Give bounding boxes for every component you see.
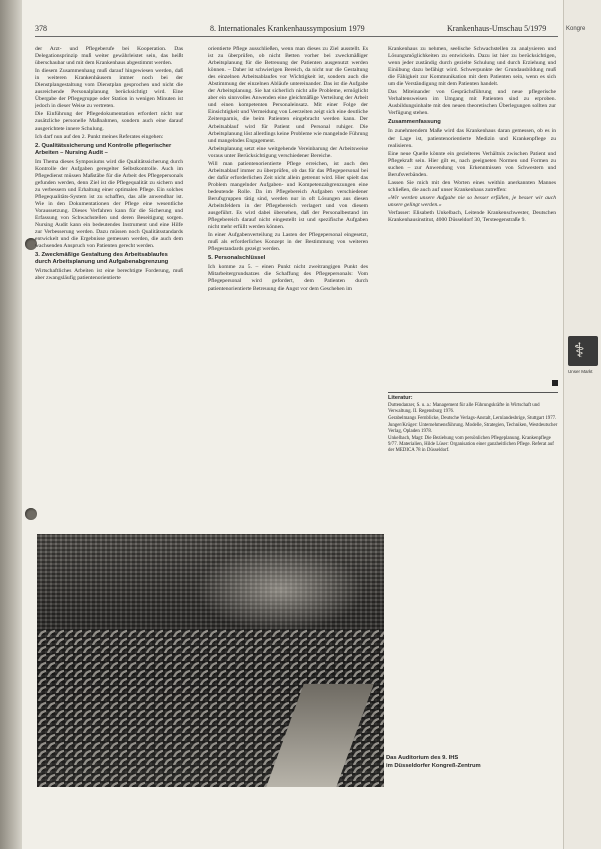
paragraph: Eine neue Quelle könnte ein gezielteres Verhältnis zwischen Patient und Pflegekraft sein. Hier gilt es, nach geeigneten Normen und Formen zu suchen – zur Anwendung von Erkenntnissen von Schwestern und Berufsverbänden. xyxy=(388,150,556,178)
text-column-2 xyxy=(208,46,368,521)
literature-heading: Literatur: xyxy=(388,392,558,401)
journal-issue: Krankenhaus-Umschau 5/1979 xyxy=(447,24,547,33)
auditorium-photo xyxy=(37,534,384,787)
paragraph: In zunehmendem Maße wird das Krankenhaus daran gemessen, ob es in der Lage ist, patientenorientierte Medizin und Krankenpflege zu realisieren. xyxy=(388,128,556,149)
literature-item: Junger/Krüger: Unternehmensführung. Modelle, Strategien, Techniken, Westdeutscher Verlag, Opladen 1978. xyxy=(388,422,558,435)
caption-line: im Düsseldorfer Kongreß-Zentrum xyxy=(386,763,481,769)
caduceus-icon xyxy=(568,336,598,366)
author-note: Verfasser: Elisabeth Unkelbach, Leitende Krankenschwester, Deutschen Krankenhausinstitut, 4000 Düsseldorf 30, Tersteegenstraße 9. xyxy=(388,209,556,224)
paragraph: Das Miteinander von Gesprächsführung und neue pflegerische Verhaltensweisen im Umgang mit Patienten sind zu erproben. Ausbildungsinhalte mit den neuen theoretischen Überlegungen sollten zur Verfügung stehen. xyxy=(388,89,556,117)
paragraph: der Arzt- und Pflegeberufe bei Kooperation. Das Delegationsprinzip muß weiter gewährleistet sein, das heißt überschaubar und mit dem Krankenhaus abgestimmt werden. xyxy=(35,46,183,67)
paragraph: Im Thema dieses Symposiums wird die Qualitätssicherung durch Kontrolle der Aufgaben geregelter Selbstkontrolle. Auch im Pflegedienst müssen Maßstäbe für die Arbeit des Pflegepersonals gefunden werden, denn Ziel ist die Pflegequalität zu sichern und zu verbessern und Erhaltung einer optimalen Pflege. Ein solches Pflegequalitäts-System ist zu schaffen, das alle anwendbar ist. Wie in den Dokumentationen der Pflege eine wesentliche Voraussetzung. Dieses Verfahren kann für die Sicherung und Erfassung von Schwachstellen und deren Beseitigung sorgen. Nursing Audit kann ein bedeutendes Instrument und eine Hilfe zur Verbesserung werden. Dazu müssen noch Qualitätsstandards entwickelt und die Ergebnisse gemessen werden, die auch dem wachsenden Anspruch von Patienten gerecht werden. xyxy=(35,158,183,250)
section-heading: 2. Qualitätssicherung und Kontrolle pflegerischer Arbeiten – Nursing Audit – xyxy=(35,142,172,156)
page-number: 378 xyxy=(35,24,47,33)
paragraph: Will man patientenorientierte Pflege erreichen, ist auch den Arbeitsablauf immer zu überprüfen, ob das für das Pflegepersonal bei der dafür erforderlichen Zeit nicht allein getrennt wird. Hier spielt das Problem mangelnder Aufgaben- und Kompetenzabgrenzungen eine bedeutende Rolle. Da im Pflegebereich Aufgaben verschiedener Berufsgruppen tätig sind, werden nur in oft Lösungen aus diesen Arbeitsfeldern in der Pflegebereich verlagert und von diesem ausgeführt. Es wird dabei übersehen, daß der Personalbestand im Pflegebereich darauf nicht eingestellt ist und spezifische Aufgaben nicht mehr erfüllt werden können. xyxy=(208,160,368,231)
paragraph: orientierte Pflege ausschließen, wenn man dieses zu Ziel ausstellt. Es ist zu überprüfen, ob nicht Betten vorher bei zweckmäßiger Arbeitsplanung für die Betreuung der Patienten ausgenutzt werden können. – Daher ist schwierigen Bereich, da nicht nur die Gestaltung des einzelnen Arbeitsablaufes vor Wichtigkeit ist, sondern auch die Abstimmung der einzelnen Abläufe untereinander. Das ist die Aufgabe der Arbeitsplanung. Sie hat sicherlich nicht alle Probleme, ermöglicht aber ein sinnvolles Anwenden eine gleichmäßige Verteilung der Arbeit und einen kompetenten Personaleinsatz. Mit einer Folge der Einsichtigkeit und Vermeidung von Leerzeiten zeigt sich eine deutliche Zeitersparnis, die beim Patienten eingebracht werden kann. Der Arbeitsablauf wird für Patient und Personal ruhiger. Die Arbeitsplanung löst allerdings keine Probleme wie mangelnde Führung und mangelndes Engagement. xyxy=(208,46,368,144)
running-header xyxy=(35,21,560,35)
binder-spine xyxy=(0,0,22,849)
header-rule xyxy=(35,36,558,37)
register-tab-strip xyxy=(563,0,601,849)
literature-item: Duttendanzer, S. u. a.: Management für alle Führungskräfte in Wirtschaft und Verwaltung. II. Regensburg 1976. xyxy=(388,403,540,415)
paragraph: In einer Aufgabenverteilung zu Lasten der Pflegepersonal eingesetzt, muß als erforderliches Konzept in der Bestimmung von weiteren Pflegestandards gezeigt werden. xyxy=(208,232,368,253)
section-heading: 3. Zweckmäßige Gestaltung des Arbeitsablaufes durch Arbeitsplanung und Aufgabenabgrenzung xyxy=(35,252,169,266)
text-column-3 xyxy=(388,46,556,391)
paragraph: Krankenhaus zu nehmen, seelische Schwachstellen zu analysieren und Lösungsmöglichkeiten zu entwickeln. Dazu ist hier zu berücksichtigen, wenn jeder zuständig durch gezielte Schulung und durch Erziehung und Einübung dazu befähigt wird. Schwerpunkte der Grundausbildung muß die Fähigkeit zur Kommunikation mit dem Patienten sein, wenn es sich um die Verständigung mit dem Patienten handelt. xyxy=(388,46,556,88)
figure-caption xyxy=(386,754,556,770)
literature-box xyxy=(388,392,558,520)
tab-section-label: Unser Markt xyxy=(568,369,593,374)
paragraph: Wirtschaftliches Arbeiten ist eine berechtigte Forderung, muß aber zwangsläufig patientenorientierte xyxy=(35,268,183,282)
section-heading: 5. Personalschlüssel xyxy=(208,255,266,262)
literature-item: Gerabelmangs Fernblicke, Deutsche Verlags-Anstalt, Lernlandesbrige, Stuttgart 1977. xyxy=(388,416,557,422)
paragraph: Arbeitsplanung setzt eine weitgehende Vereinbarung der Arbeitsweise voraus unter Berücksichtigung verschiedener Bereiche. xyxy=(208,145,368,159)
paragraph: Ich darf nun auf den 2. Punkt meines Referates eingehen: xyxy=(35,133,164,140)
literature-item: Unkelbach, Magt: Die Beziehung vom persönlichen Pflegeplanung. Krankenpflege 9/77. Materialien, Hilde Lüser: Organisation einer ganzheitlichen Pflege. Referat auf der MEDICA 78 in Düsseldorf. xyxy=(388,435,554,454)
section-heading: Zusammenfassung xyxy=(388,119,441,126)
paragraph: In diesem Zusammenhang muß darauf hingewiesen werden, daß in weiteren Krankenhäusern immer noch bei der Dienstplangestaltung vom Dienstplan gesprochen und nicht die ausreichende Personalplanung berücksichtigt wird. Eine Übergabe der Pflegegruppe oder Station in wenigen Minuten ist jedoch in dieser Weise zu vertreten. xyxy=(35,68,183,110)
header-title: 8. Internationales Krankenhaussymposium 1979 xyxy=(210,24,365,33)
paragraph: Ich komme zu 5. – einen Punkt nicht zweitrangigen Punkt des Mitarbeitergrundsatzes die Schaffung des Pflegepersonals: Vom Pflegepersonal wird gefordert, dem Patienten durch patientenorientierte Betreuung die Angst vor dem Geschehen im xyxy=(208,264,368,292)
paragraph: Lassen Sie mich mit den Worten eines weithin anerkannten Mannes schließen, die auch auf unser Krankenhaus zutreffen: xyxy=(388,179,556,193)
caption-line: Das Auditorium des 9. IHS xyxy=(386,755,459,761)
text-column-1 xyxy=(35,46,183,521)
paragraph: Die Einführung der Pflegedokumentation erfordert nicht nur zusätzliche personelle Maßnahmen, sondern auch eine darauf ausgerichtete innere Schulung. xyxy=(35,111,183,132)
quote: »Wir werden unsere Aufgabe nie so besser erfüllen, je besser wir auch unsere gelingt werden.« xyxy=(388,194,556,208)
article-end-mark xyxy=(552,380,558,386)
tab-top-label: Kongre xyxy=(566,26,586,32)
